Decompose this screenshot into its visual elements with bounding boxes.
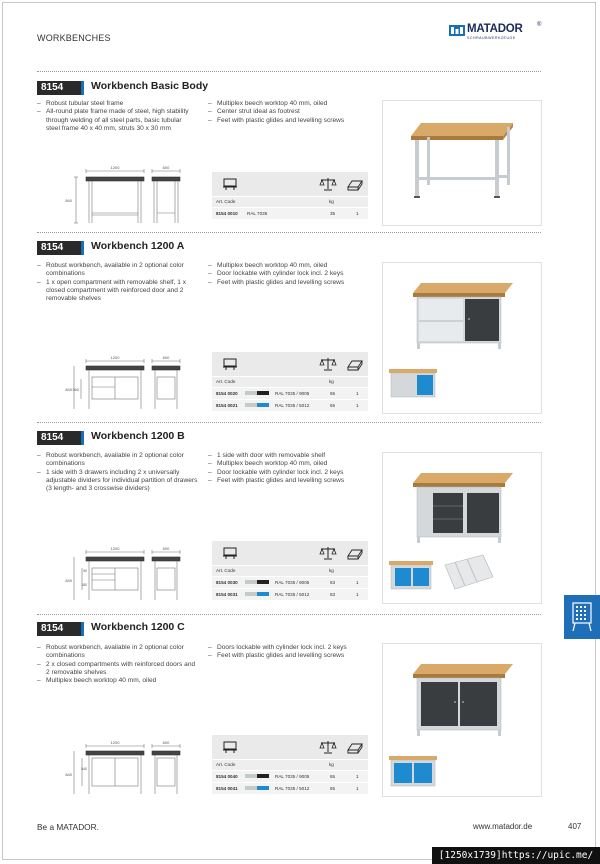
article-badge: 8154 [37,622,81,636]
weight: 65 [330,774,336,779]
quantity: 1 [356,391,359,396]
table-header [212,376,368,387]
dim-depth: 600 [162,165,170,170]
feature-item: – Robust workbench, available in 2 optional color combinations [37,452,200,469]
quantity: 1 [356,211,359,216]
feature-item: – Feet with plastic glides and levelling screws [208,279,378,287]
table-icon-row [212,541,368,565]
article-badge: 8154 [37,241,81,255]
dim-depth: 600 [162,740,170,745]
color-swatch-blue [257,592,269,596]
feature-item: – Multiplex beech worktop 40 mm, oiled [37,677,200,685]
col-art-code: Art. Code [216,379,236,384]
table-header [212,759,368,770]
color-swatch-grey [245,786,257,790]
table-row [212,207,368,219]
col-art-code: Art. Code [216,199,236,204]
badge-accent [81,431,84,445]
feature-list-left [37,262,200,303]
dim-height-2: 360 [72,387,79,392]
dim-height: 840 [65,578,72,583]
workbench-category-icon [564,595,600,639]
scale-icon [319,176,337,192]
table-icon-row [212,352,368,376]
color-code: RAL 7035 / 9005 [275,391,310,396]
table-row [212,782,368,794]
art-code: 8154 0021 [216,403,238,408]
section-title: Workbench Basic Body [91,80,209,92]
scale-icon [319,545,337,561]
feature-list-right [208,262,378,287]
feature-list-right [208,452,378,485]
feature-item: – 2 x closed compartments with reinforced doors and 2 removable shelves [37,661,200,678]
dimension-drawing [62,355,192,413]
package-icon [346,176,364,192]
feature-list-left [37,452,200,493]
dim-width: 1200 [110,546,120,551]
workbench-icon [222,545,238,561]
section-divider [37,71,541,72]
table-header [212,196,368,207]
dim-width: 1200 [110,165,120,170]
dim-depth: 600 [162,546,170,551]
section-divider [37,614,541,615]
dim-depth: 600 [162,355,170,360]
feature-item: – 1 x open compartment with removable shelf, 1 x closed compartment with reinforced door and 2 removable shelves [37,279,200,304]
dim-height-3: 180 [81,583,87,587]
product-photo [382,100,542,226]
article-badge: 8154 [37,431,81,445]
dim-height-2: 540 [81,767,87,771]
table-row [212,588,368,600]
art-code: 8154 0020 [216,391,238,396]
article-table [212,735,368,794]
logo-subline: SCHRAUBWERKZEUGE [467,36,516,40]
article-badge: 8154 [37,81,81,95]
color-code: RAL 7035 / 5012 [275,592,310,597]
weight: 35 [330,211,336,216]
package-icon [346,739,364,755]
badge-accent [81,622,84,636]
article-table [212,172,368,219]
workbench-icon [222,356,238,372]
art-code: 8154 0030 [216,580,238,585]
feature-item: – 1 side with 3 drawers including 2 x universally adjustable dividers for individual partition of drawers (3 length- and 3 crosswise dividers) [37,469,200,494]
feature-list-left [37,644,200,685]
table-icon-row [212,172,368,196]
package-icon [346,545,364,561]
col-art-code: Art. Code [216,762,236,767]
feature-item: – Multiplex beech worktop 40 mm, oiled [208,460,378,468]
feature-list-left [37,100,197,133]
color-swatch-grey [245,592,257,596]
dimension-drawing [62,546,192,604]
scale-icon [319,356,337,372]
color-swatch-blue [257,403,269,407]
section-title: Workbench 1200 A [91,240,185,252]
feature-item: – All-round plate frame made of steel, high stability through welding of all steel parts, basic tubular steel frame 40 x 40 mm, struts 30 x 30 mm [37,108,197,133]
col-kg: kg [329,762,334,767]
color-swatch-grey [245,391,257,395]
feature-item: – Feet with plastic glides and levelling screws [208,477,378,485]
weight: 65 [330,786,336,791]
weight: 83 [330,592,336,597]
feature-item: – Door lockable with cylinder lock incl. 2 keys [208,270,378,278]
feature-item: – Robust workbench, available in 2 optional color combinations [37,644,200,661]
table-row [212,770,368,782]
category-side-tab[interactable] [564,595,600,639]
page-number: 407 [568,822,582,831]
logo-registered: ® [537,22,542,28]
quantity: 1 [356,774,359,779]
footer-slogan: Be a MATADOR. [37,822,99,832]
feature-item: – Center strut ideal as footrest [208,108,378,116]
color-code: RAL 7035 / 9005 [275,774,310,779]
color-swatch-blue [257,786,269,790]
feature-item: – Doors lockable with cylinder lock incl. 2 keys [208,644,378,652]
color-code: RAL 7035 [247,211,268,216]
col-art-code: Art. Code [216,568,236,573]
badge-accent [81,241,84,255]
product-photo [382,643,542,797]
section-title: Workbench 1200 C [91,621,185,633]
dim-height: 840 [65,198,72,203]
feature-item: – Feet with plastic glides and levelling screws [208,117,378,125]
quantity: 1 [356,786,359,791]
feature-item: – Feet with plastic glides and levelling screws [208,652,378,660]
package-icon [346,356,364,372]
col-kg: kg [329,379,334,384]
workbench-icon [222,176,238,192]
section-title: Workbench 1200 B [91,430,185,442]
col-kg: kg [329,568,334,573]
article-table [212,541,368,600]
art-code: 8154 0031 [216,592,238,597]
section-divider [37,422,541,423]
dim-width: 1200 [110,740,120,745]
weight: 65 [330,403,336,408]
footer-url-link[interactable]: www.matador.de [473,822,533,831]
art-code: 8154 0041 [216,786,238,791]
feature-item: – Multiplex beech worktop 40 mm, oiled [208,100,378,108]
section-divider [37,232,541,233]
dim-height: 840 [65,772,72,777]
matador-logo [449,22,544,44]
logo-mark-icon [449,25,465,36]
scale-icon [319,739,337,755]
color-swatch-black [257,774,269,778]
dimension-drawing [62,163,192,227]
feature-item: – 1 side with door with removable shelf [208,452,378,460]
quantity: 1 [356,580,359,585]
badge-accent [81,81,84,95]
color-swatch-black [257,391,269,395]
logo-brand: MATADOR [467,23,523,35]
table-row [212,576,368,588]
dim-width: 1200 [110,355,120,360]
dimension-drawing [62,740,192,798]
art-code: 8154 0010 [216,211,238,216]
color-code: RAL 7035 / 5012 [275,403,310,408]
product-photo [382,452,542,604]
watermark-banner: [1250x1739]https://upic.me/ [432,847,600,864]
feature-item: – Robust tubular steel frame [37,100,197,108]
dim-height-2: 90 [83,569,87,573]
table-icon-row [212,735,368,759]
quantity: 1 [356,403,359,408]
feature-item: – Robust workbench, available in 2 optional color combinations [37,262,200,279]
feature-list-right [208,644,378,661]
color-swatch-grey [245,580,257,584]
feature-item: – Door lockable with cylinder lock incl. 2 keys [208,469,378,477]
page-header-title: WORKBENCHES [37,33,111,43]
table-header [212,565,368,576]
color-code: RAL 7035 / 5012 [275,786,310,791]
feature-item: – Multiplex beech worktop 40 mm, oiled [208,262,378,270]
color-swatch-grey [245,774,257,778]
dim-height: 840 [65,387,72,392]
col-kg: kg [329,199,334,204]
quantity: 1 [356,592,359,597]
product-photo [382,262,542,414]
table-row [212,387,368,399]
workbench-icon [222,739,238,755]
weight: 65 [330,391,336,396]
color-swatch-grey [245,403,257,407]
article-table [212,352,368,411]
color-swatch-black [257,580,269,584]
feature-list-right [208,100,378,125]
weight: 83 [330,580,336,585]
art-code: 8154 0040 [216,774,238,779]
table-row [212,399,368,411]
color-code: RAL 7035 / 9005 [275,580,310,585]
